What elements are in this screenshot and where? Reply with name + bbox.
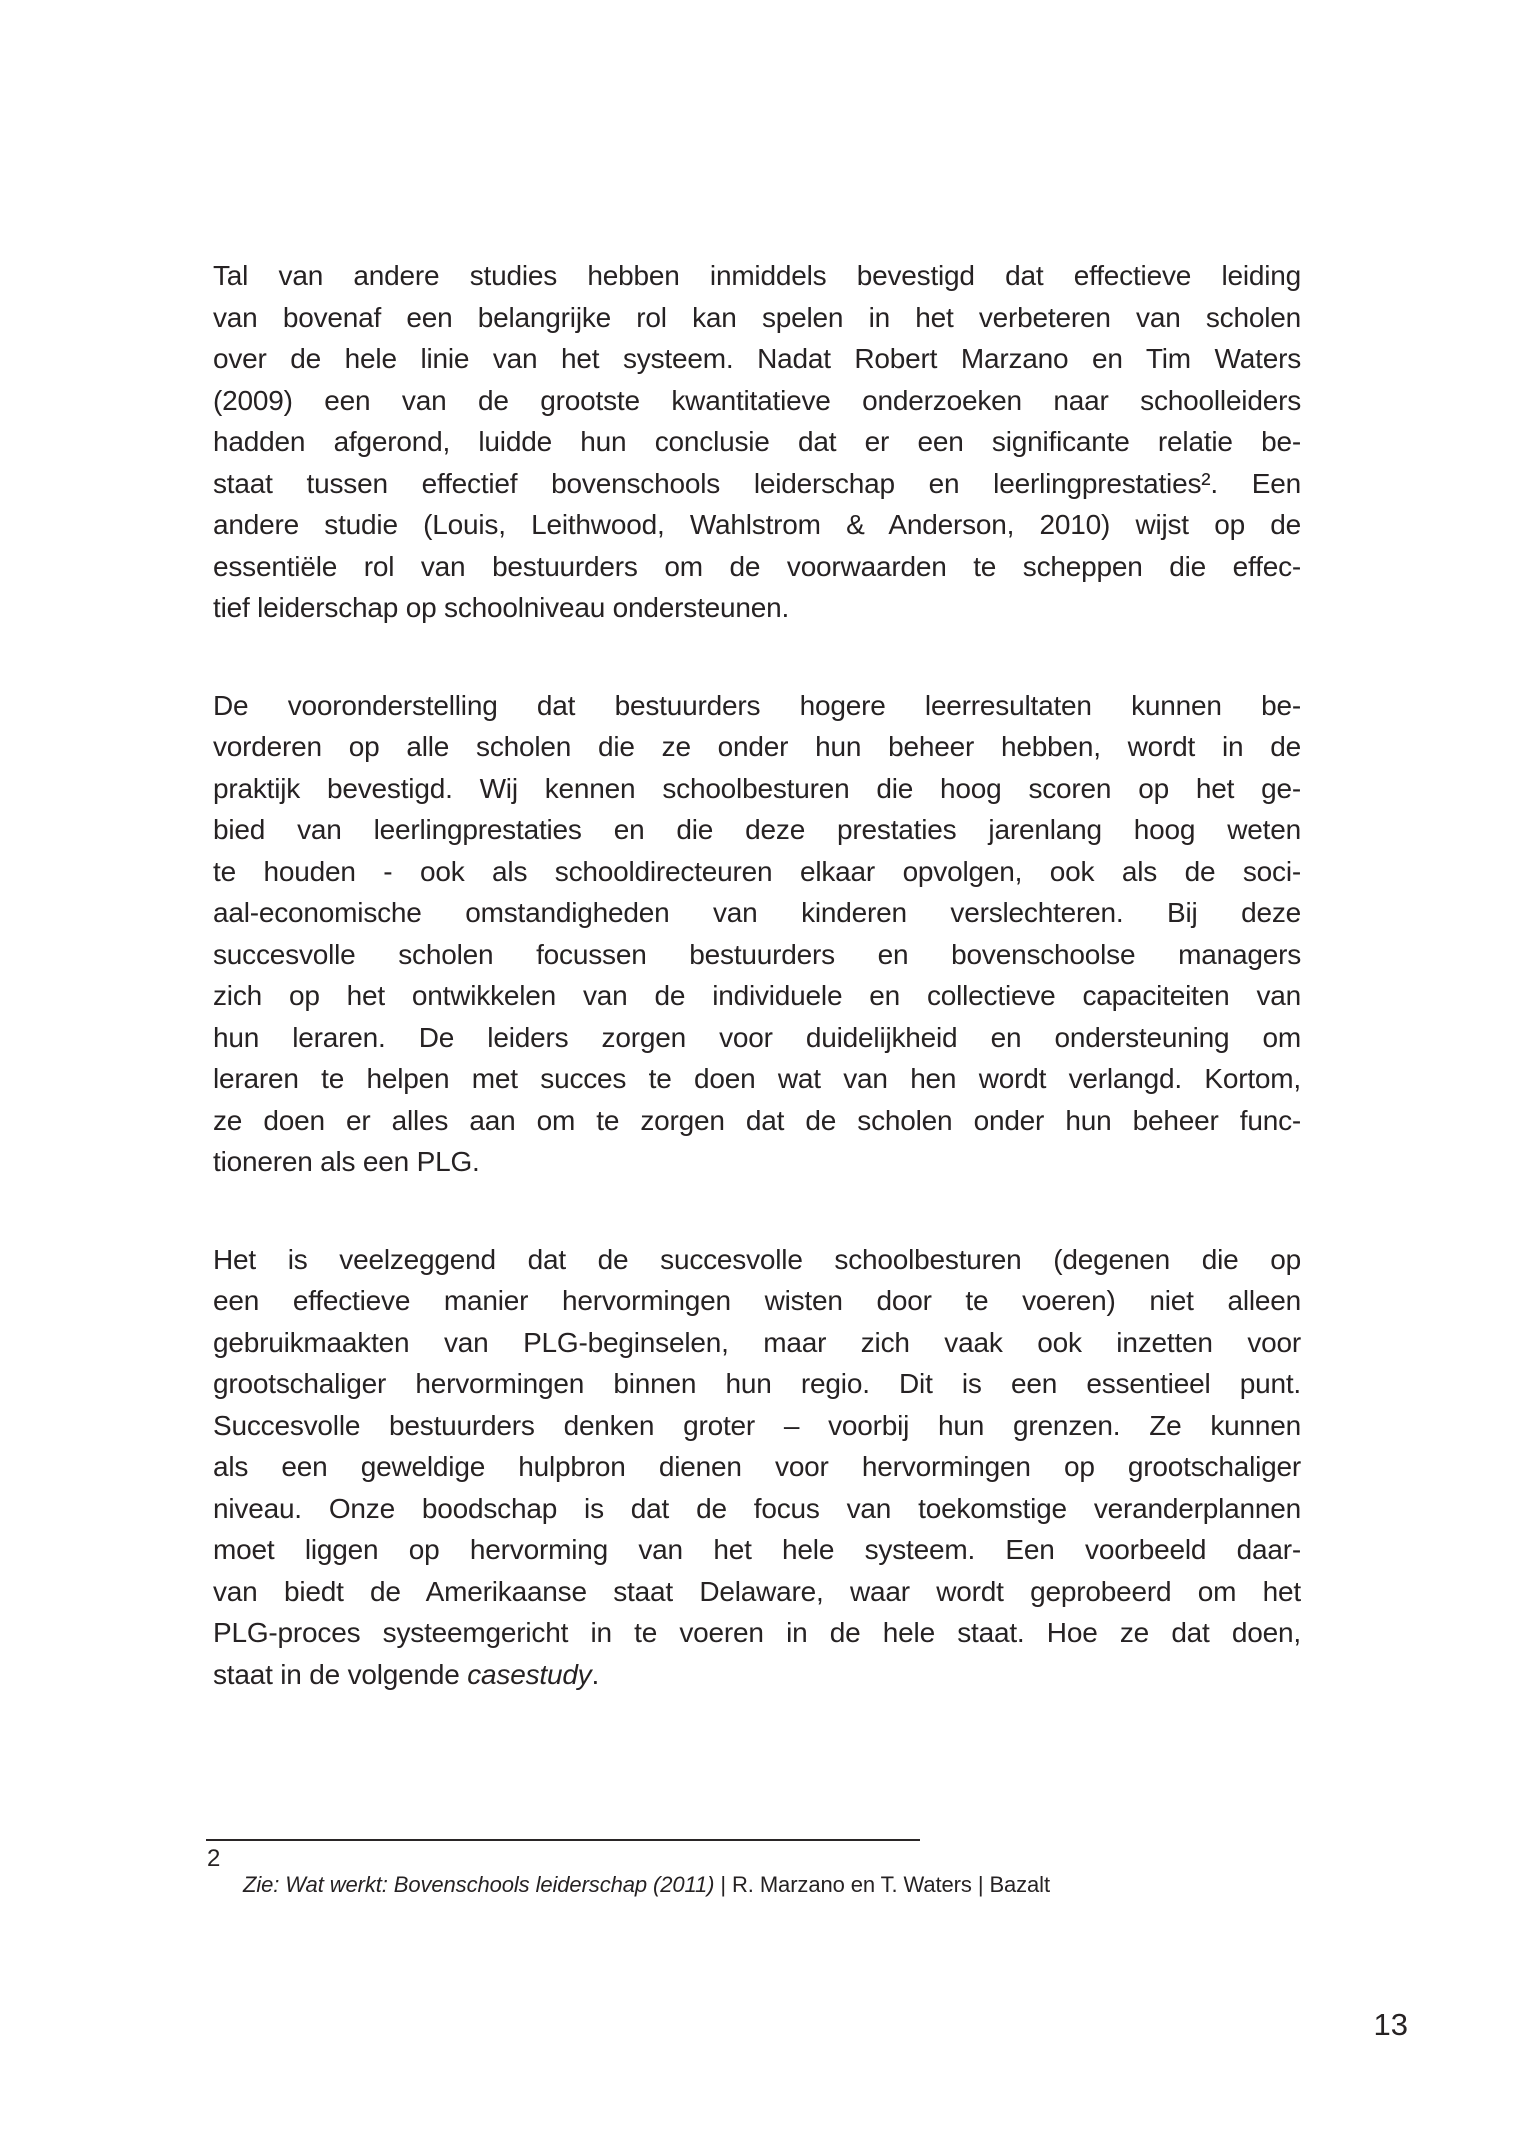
text-line: tief leiderschap op schoolniveau ondersteunen. [213,592,790,623]
text-line: vorderen op alle scholen die ze onder hun beheer hebben, wordt in de [213,731,1301,762]
text-line: Tal van andere studies hebben inmiddels bevestigd dat effectieve leiding [213,260,1301,291]
text-line: grootschaliger hervormingen binnen hun regio. Dit is een essentieel punt. [213,1368,1301,1399]
text-segment: . [591,1658,600,1690]
text-segment: staat in de volgende [213,1658,468,1690]
footnote-reference [243,1872,1050,1898]
text-line: van bovenaf een belangrijke rol kan spelen in het verbeteren van scholen [213,301,1301,333]
paragraph-2 [213,685,1301,1183]
footnote-reference-title: Zie: Wat werkt: Bovenschools leiderschap (2011) [243,1872,715,1897]
footnote-divider [206,1839,920,1841]
text-line: leraren te helpen met succes te doen wat van hen wordt verlangd. Kortom, [213,1063,1301,1094]
text-line: essentiële rol van bestuurders om de voorwaarden te scheppen die effec- [213,550,1301,582]
text-line: De vooronderstelling dat bestuurders hogere leerresultaten kunnen be- [213,689,1301,721]
text-line: van biedt de Amerikaanse staat Delaware, waar wordt geprobeerd om het [213,1575,1301,1607]
text-line: over de hele linie van het systeem. Nadat Robert Marzano en Tim Waters [213,343,1301,374]
footnote-marker: 2 [207,1845,221,1872]
text-line: aal-economische omstandigheden van kinderen verslechteren. Bij deze [213,897,1301,928]
paragraph-1 [213,255,1301,629]
text-line: praktijk bevestigd. Wij kennen schoolbesturen die hoog scoren op het ge- [213,772,1301,804]
text-line: te houden - ook als schooldirecteuren elkaar opvolgen, ook als de soci- [213,855,1301,887]
text-line: staat tussen effectief bovenschools leiderschap en leerlingprestaties². Een [213,467,1301,499]
text-line: PLG-proces systeemgericht in te voeren in de hele staat. Hoe ze dat doen, [213,1617,1301,1648]
text-line: moet liggen op hervorming van het hele systeem. Een voorbeeld daar- [213,1534,1301,1565]
text-line: (2009) een van de grootste kwantitatieve onderzoeken naar schoolleiders [213,384,1301,416]
text-line [213,1654,1301,1696]
text-line: gebruikmaakten van PLG-beginselen, maar zich vaak ook inzetten voor [213,1326,1301,1358]
text-line: ze doen er alles aan om te zorgen dat de scholen onder hun beheer func- [213,1104,1301,1136]
text-line: Het is veelzeggend dat de succesvolle schoolbesturen (degenen die op [213,1243,1301,1275]
body-text [213,255,1301,1695]
page-number: 13 [1373,2007,1408,2042]
text-line: een effectieve manier hervormingen wisten door te voeren) niet alleen [213,1285,1301,1316]
text-line: als een geweldige hulpbron dienen voor hervormingen op grootschaliger [213,1451,1301,1482]
text-line: niveau. Onze boodschap is dat de focus van toekomstige veranderplannen [213,1492,1301,1524]
text-line: tioneren als een PLG. [213,1146,480,1177]
text-line: bied van leerlingprestaties en die deze prestaties jarenlang hoog weten [213,814,1301,845]
footnote-reference-authors: | R. Marzano en T. Waters | Bazalt [714,1872,1050,1897]
text-line: zich op het ontwikkelen van de individuele en collectieve capaciteiten van [213,980,1301,1011]
text-line: hun leraren. De leiders zorgen voor duidelijkheid en ondersteuning om [213,1021,1301,1053]
text-line: andere studie (Louis, Leithwood, Wahlstrom & Anderson, 2010) wijst op de [213,509,1301,540]
text-line: succesvolle scholen focussen bestuurders en bovenschoolse managers [213,938,1301,970]
text-line: hadden afgerond, luidde hun conclusie dat er een significante relatie be- [213,426,1301,457]
paragraph-3 [213,1239,1301,1696]
italic-term: casestudy [467,1658,592,1690]
text-line: Succesvolle bestuurders denken groter – voorbij hun grenzen. Ze kunnen [213,1409,1301,1441]
